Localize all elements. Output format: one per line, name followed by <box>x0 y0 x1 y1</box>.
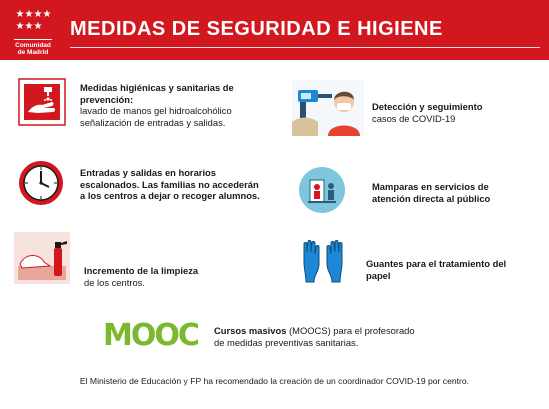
cleaning-line1: Incremento de la limpieza <box>84 265 199 276</box>
gloves-line1: Guantes para el tratamiento del <box>366 258 507 269</box>
star-icon: ★ <box>24 9 34 20</box>
logo-stars <box>16 10 50 34</box>
logo-text <box>8 42 58 56</box>
cleaning-line2: de los centros. <box>84 276 145 288</box>
detection-text <box>372 101 542 124</box>
star-icon: ★ <box>15 21 25 32</box>
mooc-text <box>214 325 474 348</box>
page-title: MEDIDAS DE SEGURIDAD E HIGIENE <box>70 18 443 40</box>
comunidad-madrid-logo <box>6 4 58 60</box>
screens-line1: Mamparas en servicios de <box>372 181 489 192</box>
star-icon: ★ <box>42 9 52 20</box>
logo-divider <box>14 39 52 40</box>
schedules-text <box>80 167 290 202</box>
screens-text <box>372 181 542 204</box>
hygiene-line3: lavado de manos gel hidroalcohólico <box>80 105 232 116</box>
cleaning-text <box>84 265 284 288</box>
logo-text-line2: de Madrid <box>17 49 49 56</box>
hygiene-title-line2: prevención: <box>80 93 134 105</box>
detection-line1: Detección y seguimiento <box>372 101 483 112</box>
screens-line2: atención directa al público <box>372 192 491 204</box>
hand-sanitizer-icon <box>18 78 66 126</box>
star-icon: ★ <box>24 21 34 32</box>
mooc-line1-lead: Cursos masivos <box>214 325 287 336</box>
mooc-logo: MOOC <box>103 318 198 353</box>
title-underline <box>70 47 540 48</box>
mooc-line1-rest: (MOOCS) para el profesorado <box>286 325 415 336</box>
mooc-line1 <box>214 325 474 337</box>
mooc-line2: de medidas preventivas sanitarias. <box>214 336 359 348</box>
footer-note: El Ministerio de Educación y FP ha recomendado la creación de un coordinador COVID-19 por centro. <box>79 376 470 386</box>
star-icon: ★ <box>15 9 25 20</box>
clock-icon <box>18 160 64 206</box>
gloves-line2: papel <box>366 269 391 281</box>
star-icon: ★ <box>33 9 43 20</box>
header-stripe <box>0 60 549 64</box>
hygiene-text <box>80 82 280 128</box>
schedules-line2: escalonados. Las familias no accederán <box>80 178 259 190</box>
logo-text-line1: Comunidad <box>15 42 51 49</box>
schedules-line1: Entradas y salidas en horarios <box>80 167 216 178</box>
hygiene-line4: señalización de entradas y salidas. <box>80 116 226 128</box>
temperature-check-icon <box>292 80 364 136</box>
detection-line2: casos de COVID-19 <box>372 112 456 124</box>
protective-screen-icon <box>298 166 346 214</box>
gloves-text <box>366 258 542 281</box>
star-icon: ★ <box>33 21 43 32</box>
gloves-icon <box>300 238 346 284</box>
hygiene-title-line1: Medidas higiénicas y sanitarias de <box>80 82 234 93</box>
cleaning-spray-icon <box>14 232 70 284</box>
schedules-line3: a los centros a dejar o recoger alumnos. <box>80 190 260 201</box>
